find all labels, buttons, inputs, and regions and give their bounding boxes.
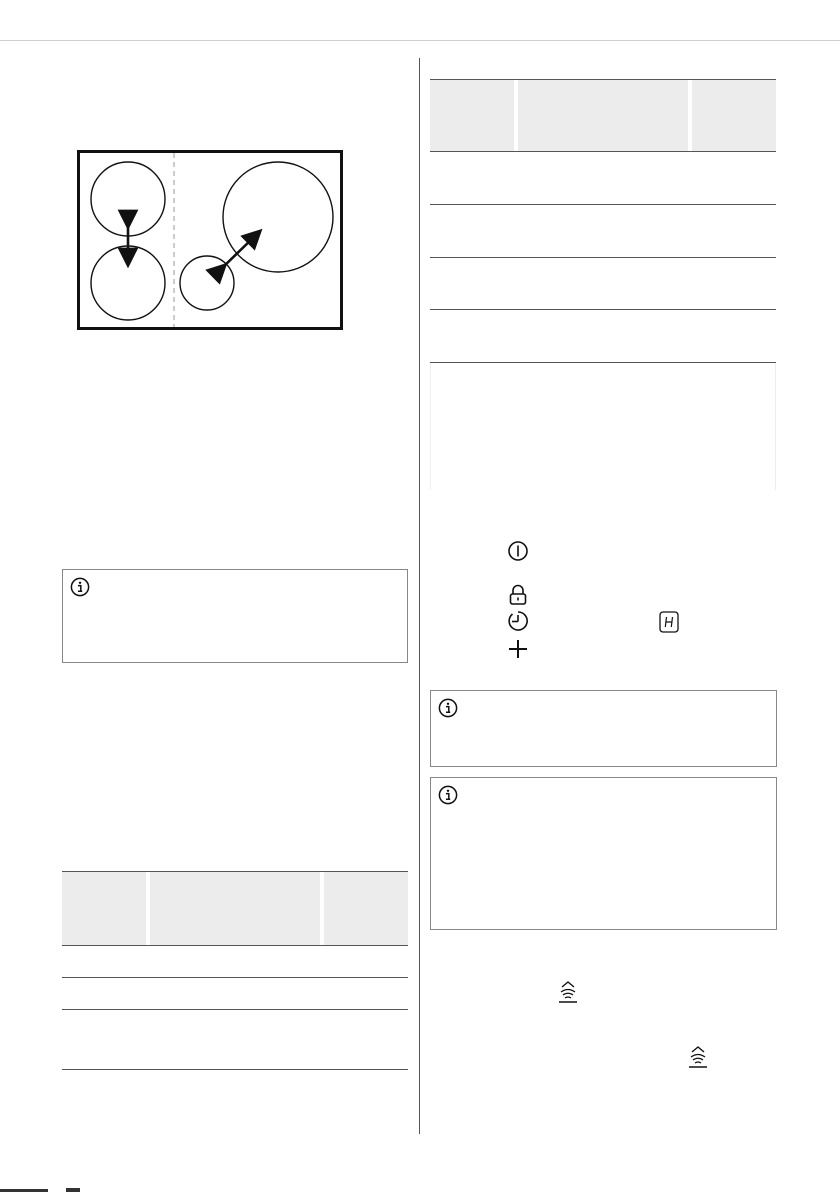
info-icon [70, 577, 90, 597]
header-rule [0, 40, 840, 41]
left-table-row-rule [62, 977, 408, 978]
left-table-row-rule [62, 945, 408, 946]
right-table-header-gap [688, 79, 692, 151]
right-table-row-rule [430, 309, 776, 310]
info-note-box [62, 569, 408, 663]
timer-icon [507, 610, 529, 632]
left-table-header-gap [320, 871, 324, 945]
right-table-merged-row [430, 363, 776, 490]
right-table-row-rule [430, 151, 776, 152]
hob-to-hood-icon [557, 980, 579, 1004]
left-table-header-gap [146, 871, 150, 945]
info-note-box [430, 777, 777, 930]
left-table-row-rule [62, 1009, 408, 1010]
residual-heat-h-icon [659, 611, 679, 633]
hob-cooking-zones-diagram [77, 150, 343, 330]
left-table-header [62, 871, 408, 945]
right-table-row-rule [430, 257, 776, 258]
on-off-icon [507, 540, 529, 562]
footer-mark [66, 1188, 80, 1192]
plus-icon [508, 639, 528, 659]
rear-right-large-zone [223, 162, 333, 272]
right-table-row-rule [430, 204, 776, 205]
column-divider [419, 58, 420, 1134]
info-icon [438, 785, 458, 805]
hob-to-hood-icon [687, 1045, 709, 1069]
right-table-header-gap [514, 79, 518, 151]
right-table-top-rule [430, 79, 776, 80]
left-table-bottom-rule [62, 1069, 408, 1070]
left-table-top-rule [62, 871, 408, 872]
lock-icon [508, 584, 528, 606]
info-note-box [430, 690, 777, 767]
right-table-header [430, 79, 776, 151]
info-icon [438, 698, 458, 718]
